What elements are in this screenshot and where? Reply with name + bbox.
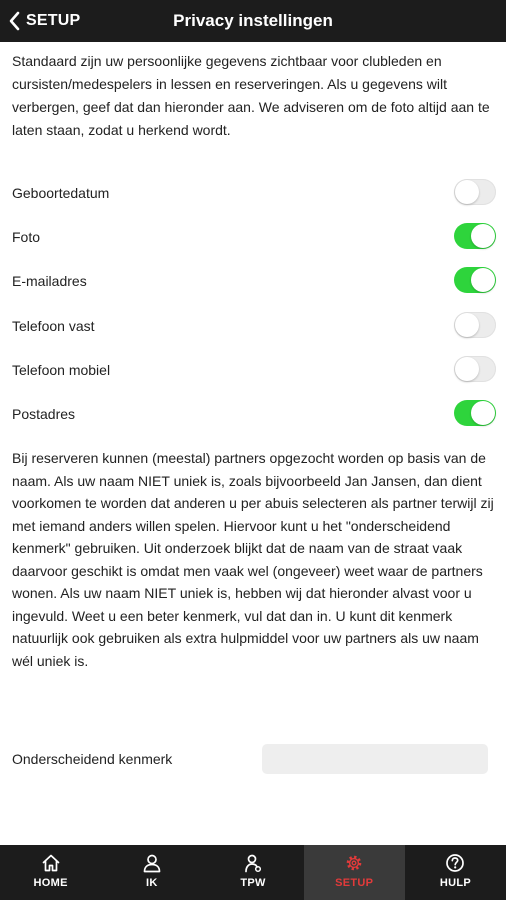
- toggle-knob: [471, 401, 495, 425]
- postadres-toggle[interactable]: [454, 400, 496, 426]
- setting-label: Postadres: [12, 406, 76, 422]
- home-icon: [41, 852, 61, 874]
- top-bar: [0, 0, 506, 42]
- bottom-tab-bar: [0, 845, 506, 900]
- toggle-knob: [471, 224, 495, 248]
- tab-label: HULP: [439, 877, 471, 889]
- toggle-knob: [455, 180, 479, 204]
- tab-label: SETUP: [335, 877, 374, 889]
- setting-label: Geboortedatum: [12, 185, 110, 201]
- tab-home[interactable]: [0, 845, 101, 900]
- setting-label: Telefoon vast: [12, 318, 95, 334]
- tab-ik[interactable]: [101, 845, 202, 900]
- page-title: Privacy instellingen: [173, 11, 333, 30]
- setting-row-telefoon-mobiel: [0, 348, 506, 392]
- back-label: SETUP: [26, 12, 81, 29]
- setting-row-geboortedatum: [0, 171, 506, 215]
- kenmerk-label: Onderscheidend kenmerk: [12, 751, 173, 767]
- tab-label: HOME: [33, 877, 68, 889]
- setting-label: E-mailadres: [12, 273, 87, 289]
- tab-label: IK: [146, 877, 158, 889]
- emailadres-toggle[interactable]: [454, 267, 496, 293]
- toggle-knob: [455, 313, 479, 337]
- setting-row-emailadres: [0, 259, 506, 303]
- toggle-knob: [471, 268, 495, 292]
- setting-row-telefoon-vast: [0, 304, 506, 348]
- setting-label: Foto: [12, 229, 41, 245]
- help-icon: [445, 852, 465, 874]
- setting-row-postadres: [0, 392, 506, 436]
- kenmerk-input[interactable]: [262, 744, 488, 774]
- geboortedatum-toggle[interactable]: [454, 179, 496, 205]
- tab-label: TPW: [240, 877, 266, 889]
- back-button[interactable]: [8, 0, 80, 42]
- foto-toggle[interactable]: [454, 223, 496, 249]
- toggle-knob: [455, 357, 479, 381]
- gear-icon: [344, 852, 364, 874]
- tab-setup[interactable]: [304, 845, 405, 900]
- tab-tpw[interactable]: [202, 845, 303, 900]
- tab-hulp[interactable]: [405, 845, 506, 900]
- person-icon: [142, 852, 162, 874]
- tpw-icon: [243, 852, 263, 874]
- chevron-left-icon: [8, 11, 20, 31]
- setting-row-foto: [0, 215, 506, 259]
- intro-text: Standaard zijn uw persoonlijke gegevens zichtbaar voor clubleden en cursisten/medespelers in lessen en reserveringen. Als u gegevens wilt verbergen, geef dat dan hieronder aan. We adviseren om de foto altijd aan te laten staan, zodat u herkend wordt.: [12, 53, 490, 138]
- setting-label: Telefoon mobiel: [12, 362, 111, 378]
- telefoon-vast-toggle[interactable]: [454, 312, 496, 338]
- partner-explanation-text: Bij reserveren kunnen (meestal) partners opgezocht worden op basis van de naam. Als uw naam NIET uniek is, zoals bijvoorbeeld Jan Jansen, dan dient voorkomen te worden dat anderen u per abuis selecteren als partner terwijl zij met iemand anders willen spelen. Hiervoor kunt u het "onderscheidend kenmerk" gebruiken. Uit onderzoek blijkt dat de naam van de straat vaak daarvoor geschikt is omdat men vaak wel (ongeveer) weet waar de partners wonen. Als uw naam NIET uniek is, hebben wij dat hieronder alvast voor u ingevuld. Weet u een beter kenmerk, vul dat dan in. U kunt dit kenmerk natuurlijk ook gebruiken als extra hulpmiddel voor uw partners als uw naam wél uniek is.: [12, 450, 494, 669]
- telefoon-mobiel-toggle[interactable]: [454, 356, 496, 382]
